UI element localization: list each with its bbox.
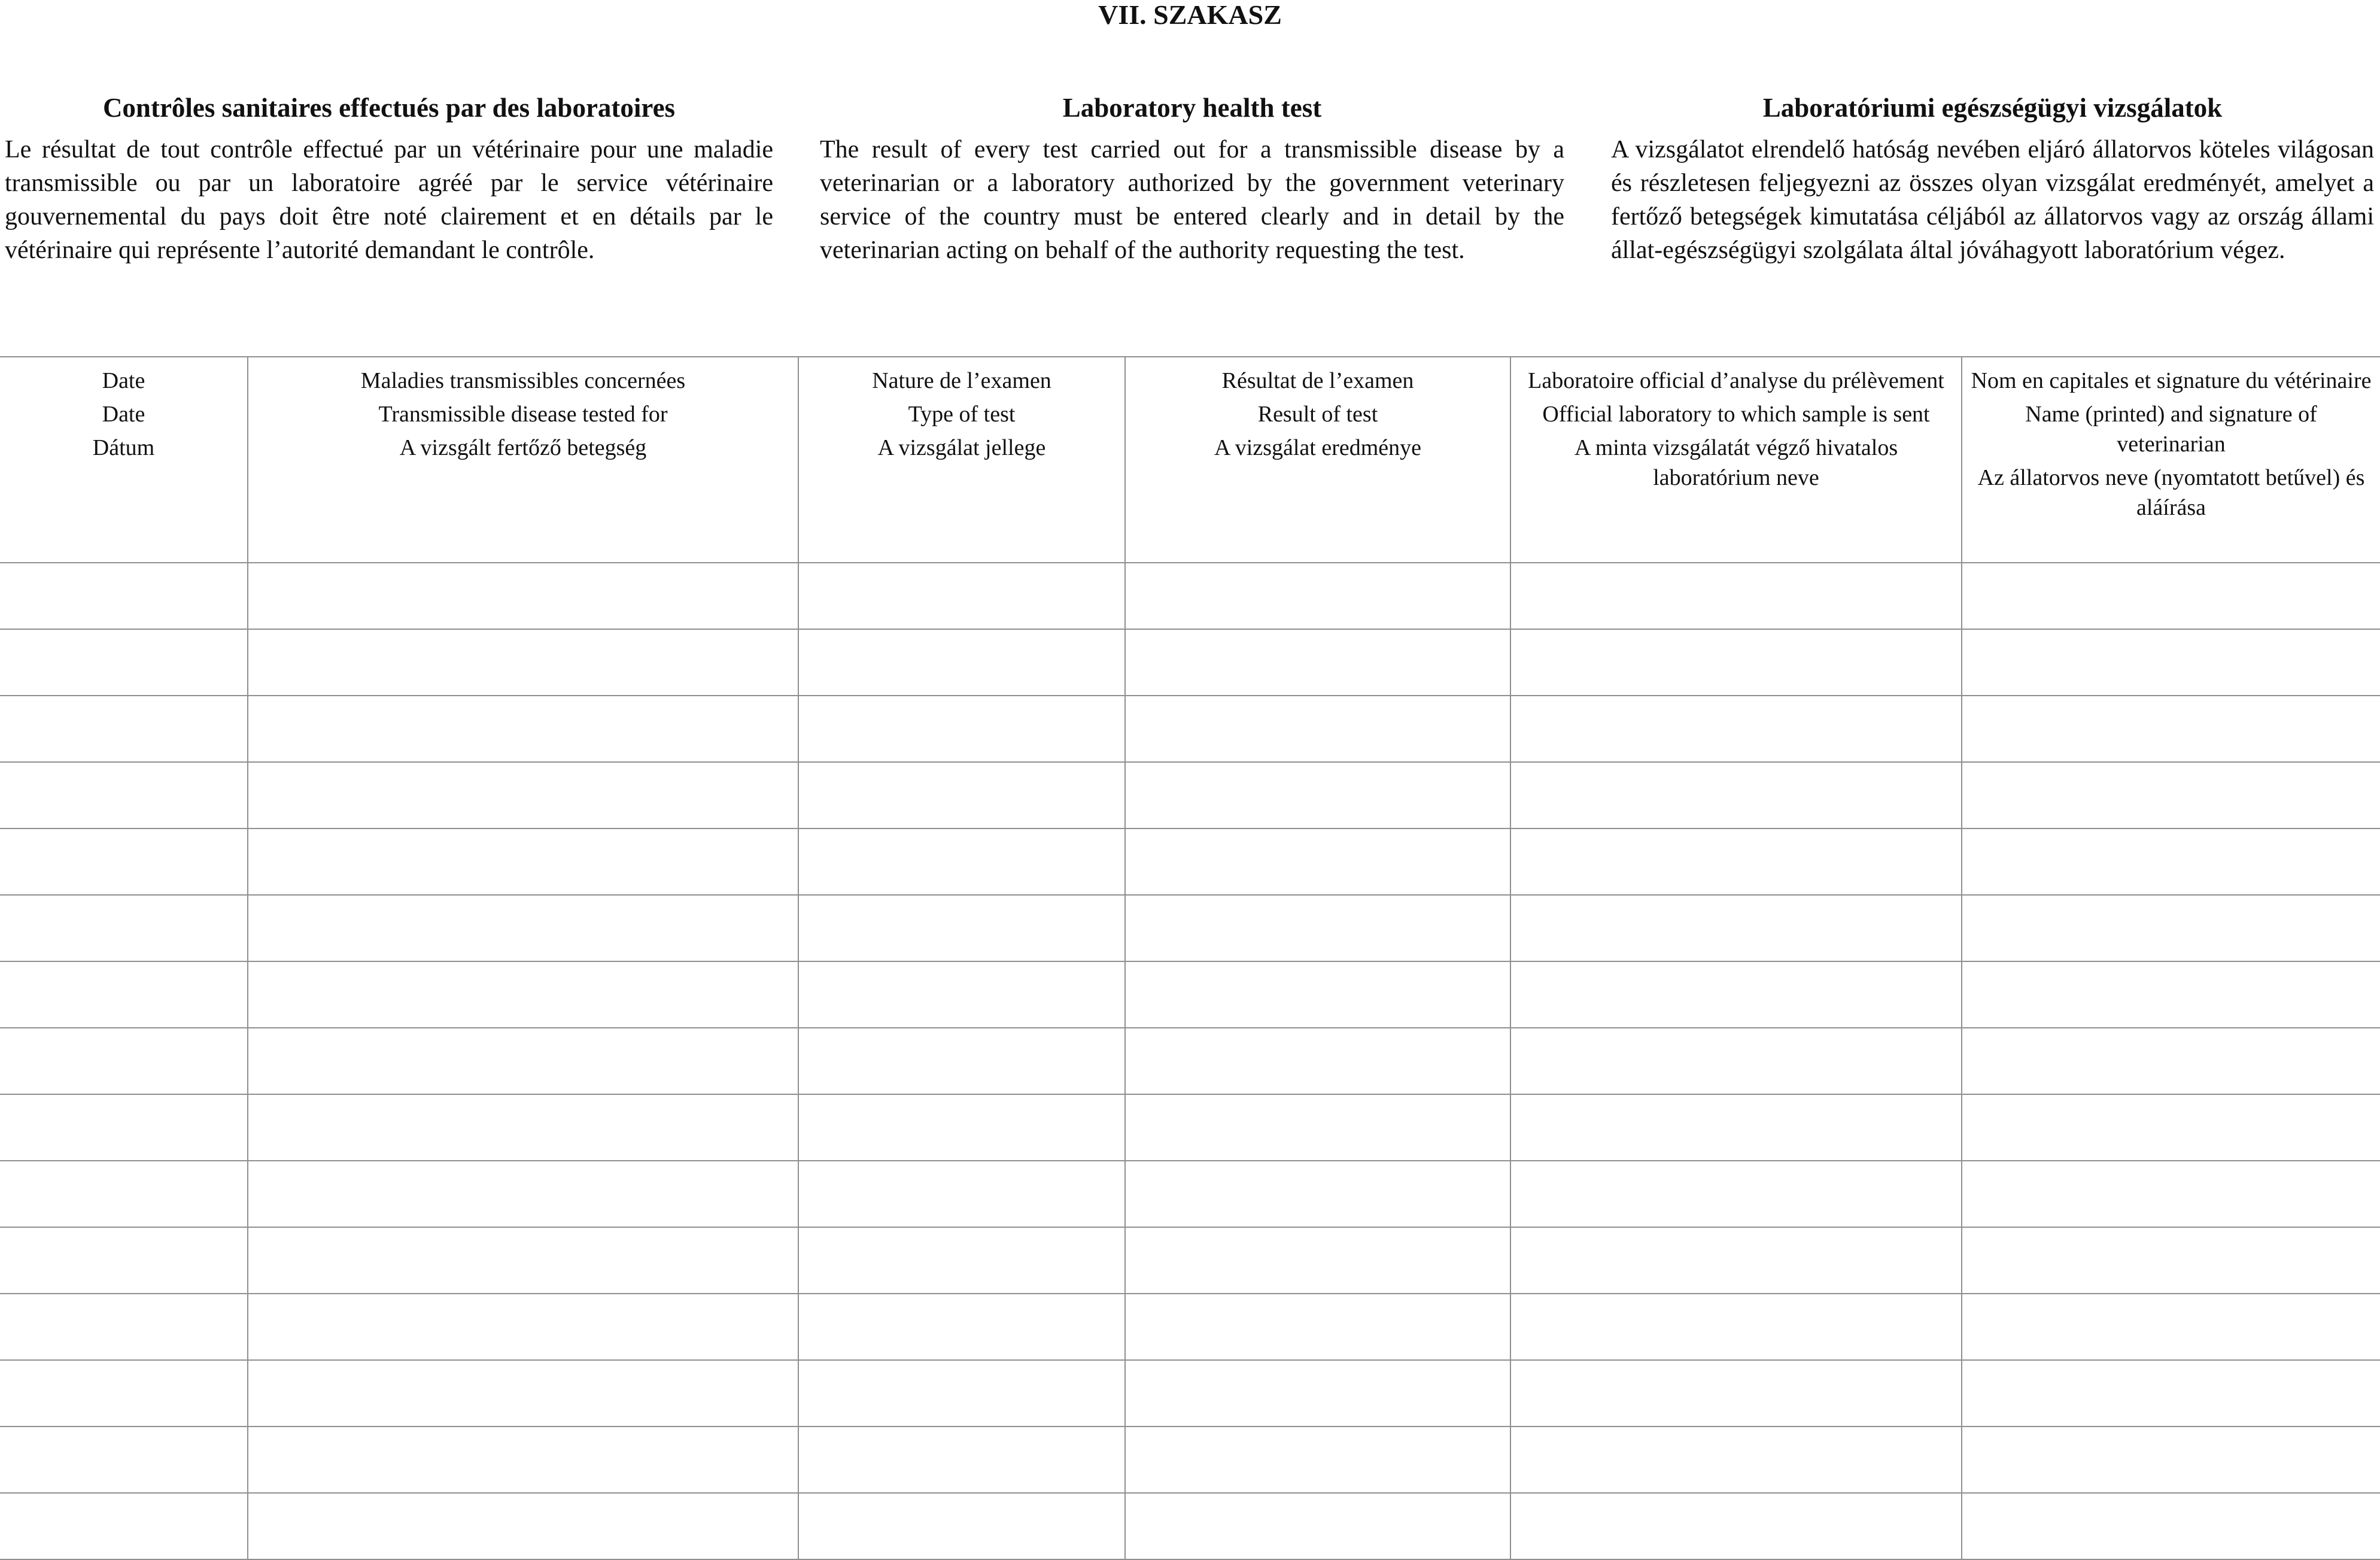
table-cell[interactable] [1962, 1294, 2380, 1360]
header-line: Nature de l’examen [872, 368, 1051, 393]
header-line: Type of test [908, 402, 1016, 427]
table-cell[interactable] [0, 1427, 248, 1493]
table-cell[interactable] [248, 1427, 798, 1493]
header-line: Nom en capitales et signature du vétérinaire [1971, 368, 2372, 393]
table-cell[interactable] [1962, 895, 2380, 961]
table-cell[interactable] [1510, 1294, 1962, 1360]
table-cell[interactable] [1510, 895, 1962, 961]
column-english [820, 90, 1564, 267]
table-cell[interactable] [1125, 1161, 1510, 1227]
header-line: Official laboratory to which sample is sent [1542, 402, 1930, 427]
table-cell[interactable] [1510, 1028, 1962, 1094]
table-cell[interactable] [1125, 1360, 1510, 1427]
table-cell[interactable] [0, 1360, 248, 1427]
table-cell[interactable] [798, 1360, 1125, 1427]
table-cell[interactable] [798, 696, 1125, 762]
table-cell[interactable] [0, 1161, 248, 1227]
table-cell[interactable] [1962, 1094, 2380, 1161]
table-row [0, 696, 2380, 762]
header-test-type [798, 357, 1125, 563]
table-cell[interactable] [248, 1227, 798, 1294]
table-cell[interactable] [1510, 762, 1962, 828]
table-cell[interactable] [1510, 563, 1962, 629]
table-cell[interactable] [1125, 563, 1510, 629]
table-cell[interactable] [798, 1094, 1125, 1161]
table-cell[interactable] [1510, 828, 1962, 895]
table-cell[interactable] [1125, 1427, 1510, 1493]
column-text-english: The result of every test carried out for a transmissible disease by a veterinarian or a laboratory authorized by the government veterinary service of the country must be entered clearly and in detail by the veterinarian acting on behalf of the authority requesting the test. [820, 136, 1564, 264]
table-cell[interactable] [0, 563, 248, 629]
table-row [0, 1360, 2380, 1427]
table-cell[interactable] [1962, 629, 2380, 696]
table-cell[interactable] [1125, 629, 1510, 696]
table-header-row [0, 357, 2380, 563]
column-hungarian [1611, 90, 2374, 267]
section-title: VII. SZAKASZ [1098, 0, 1282, 30]
header-veterinarian-signature [1962, 357, 2380, 563]
table-row [0, 563, 2380, 629]
column-heading-french: Contrôles sanitaires effectués par des laboratoires [102, 93, 676, 123]
table-cell[interactable] [0, 1227, 248, 1294]
table-cell[interactable] [798, 895, 1125, 961]
table-row [0, 762, 2380, 828]
header-line: A minta vizsgálatát végző hivatalos laboratórium neve [1574, 435, 1898, 490]
table-cell[interactable] [0, 1028, 248, 1094]
header-test-result [1125, 357, 1510, 563]
table-cell[interactable] [1962, 563, 2380, 629]
table-cell[interactable] [798, 563, 1125, 629]
table-body [0, 563, 2380, 1559]
column-french [5, 90, 773, 267]
table-cell[interactable] [1510, 1427, 1962, 1493]
table-cell[interactable] [0, 1294, 248, 1360]
table-cell[interactable] [248, 895, 798, 961]
table-cell[interactable] [1125, 961, 1510, 1028]
table-cell[interactable] [1962, 1493, 2380, 1559]
table-cell[interactable] [798, 828, 1125, 895]
table-row [0, 1493, 2380, 1559]
table-cell[interactable] [798, 1294, 1125, 1360]
table-cell[interactable] [1125, 1294, 1510, 1360]
table-cell[interactable] [248, 696, 798, 762]
table-cell[interactable] [1125, 1028, 1510, 1094]
table-cell[interactable] [248, 1294, 798, 1360]
table-cell[interactable] [1510, 629, 1962, 696]
table-row [0, 895, 2380, 961]
lab-test-table [0, 356, 2380, 1560]
table-cell[interactable] [798, 762, 1125, 828]
header-line: A vizsgált fertőző betegség [399, 435, 647, 460]
table-cell[interactable] [248, 1360, 798, 1427]
table-cell[interactable] [1962, 762, 2380, 828]
table-cell[interactable] [248, 629, 798, 696]
table-cell[interactable] [0, 961, 248, 1028]
table-cell[interactable] [1962, 961, 2380, 1028]
table-cell[interactable] [1125, 762, 1510, 828]
table-cell[interactable] [1125, 696, 1510, 762]
table-cell[interactable] [0, 1094, 248, 1161]
table-cell[interactable] [248, 1161, 798, 1227]
table-row [0, 1294, 2380, 1360]
table-cell[interactable] [248, 762, 798, 828]
table-cell[interactable] [1510, 961, 1962, 1028]
header-official-laboratory [1510, 357, 1962, 563]
table-cell[interactable] [1962, 1227, 2380, 1294]
table-cell[interactable] [1962, 1161, 2380, 1227]
table-cell[interactable] [1962, 696, 2380, 762]
table-cell[interactable] [0, 1493, 248, 1559]
column-text-hungarian: A vizsgálatot elrendelő hatóság nevében eljáró állatorvos köteles világosan és részletesen feljegyezni az összes olyan vizsgálat eredményét, amelyet a fertőző betegségek kimutatása céljából az állatorvos vagy az ország állami állat-egészségügyi szolgálata által jóváhagyott laboratórium végez. [1611, 136, 2374, 264]
table-row [0, 1427, 2380, 1493]
table-cell[interactable] [798, 1227, 1125, 1294]
table-cell[interactable] [248, 961, 798, 1028]
table-cell[interactable] [1510, 1360, 1962, 1427]
table-cell[interactable] [798, 1161, 1125, 1227]
table-cell[interactable] [248, 828, 798, 895]
header-line: Date [102, 402, 145, 427]
header-line: Laboratoire official d’analyse du prélèvement [1528, 368, 1944, 393]
header-line: Transmissible disease tested for [378, 402, 668, 427]
header-line: Dátum [92, 435, 155, 460]
table-cell[interactable] [1962, 1360, 2380, 1427]
column-heading-english: Laboratory health test [1062, 93, 1322, 123]
table-cell[interactable] [1510, 1161, 1962, 1227]
table-cell[interactable] [0, 696, 248, 762]
table-cell[interactable] [1125, 1094, 1510, 1161]
table-cell[interactable] [798, 1493, 1125, 1559]
table-cell[interactable] [1962, 1427, 2380, 1493]
table-row [0, 828, 2380, 895]
header-line: A vizsgálat eredménye [1214, 435, 1422, 460]
table-cell[interactable] [0, 895, 248, 961]
header-disease [248, 357, 798, 563]
header-line: Maladies transmissibles concernées [360, 368, 686, 393]
table-row [0, 1227, 2380, 1294]
table-cell[interactable] [0, 762, 248, 828]
table-cell[interactable] [798, 961, 1125, 1028]
table-cell[interactable] [1125, 1227, 1510, 1294]
table-cell[interactable] [1962, 828, 2380, 895]
header-line: Az állatorvos neve (nyomtatott betűvel) és aláírása [1977, 465, 2365, 520]
header-line: Result of test [1257, 402, 1378, 427]
header-line: Résultat de l’examen [1221, 368, 1414, 393]
table-cell[interactable] [1510, 1493, 1962, 1559]
table-cell[interactable] [798, 1028, 1125, 1094]
column-heading-hungarian: Laboratóriumi egészségügyi vizsgálatok [1762, 93, 2223, 123]
table-cell[interactable] [1125, 1493, 1510, 1559]
table-cell[interactable] [798, 629, 1125, 696]
table-cell[interactable] [1510, 696, 1962, 762]
table-row [0, 1094, 2380, 1161]
column-text-french: Le résultat de tout contrôle effectué par un vétérinaire pour une maladie transmissible ou par un laboratoire agréé par le service vétérinaire gouvernemental du pays doit être noté clairement et en détails par le vétérinaire qui représente l’autorité demandant le contrôle. [5, 136, 773, 264]
header-line: Date [102, 368, 145, 393]
table-cell[interactable] [248, 1094, 798, 1161]
table-cell[interactable] [1962, 1028, 2380, 1094]
table-cell[interactable] [1510, 1227, 1962, 1294]
table-row [0, 1161, 2380, 1227]
table-cell[interactable] [248, 563, 798, 629]
table-cell[interactable] [798, 1427, 1125, 1493]
table-cell[interactable] [248, 1493, 798, 1559]
table-row [0, 1028, 2380, 1094]
table-cell[interactable] [248, 1028, 798, 1094]
header-line: A vizsgálat jellege [877, 435, 1046, 460]
table-row [0, 629, 2380, 696]
table-cell[interactable] [1125, 828, 1510, 895]
header-date [0, 357, 248, 563]
table-row [0, 961, 2380, 1028]
table-cell[interactable] [1125, 895, 1510, 961]
table-cell[interactable] [0, 629, 248, 696]
header-line: Name (printed) and signature of veterinarian [2025, 402, 2317, 457]
table-cell[interactable] [0, 828, 248, 895]
table-cell[interactable] [1510, 1094, 1962, 1161]
